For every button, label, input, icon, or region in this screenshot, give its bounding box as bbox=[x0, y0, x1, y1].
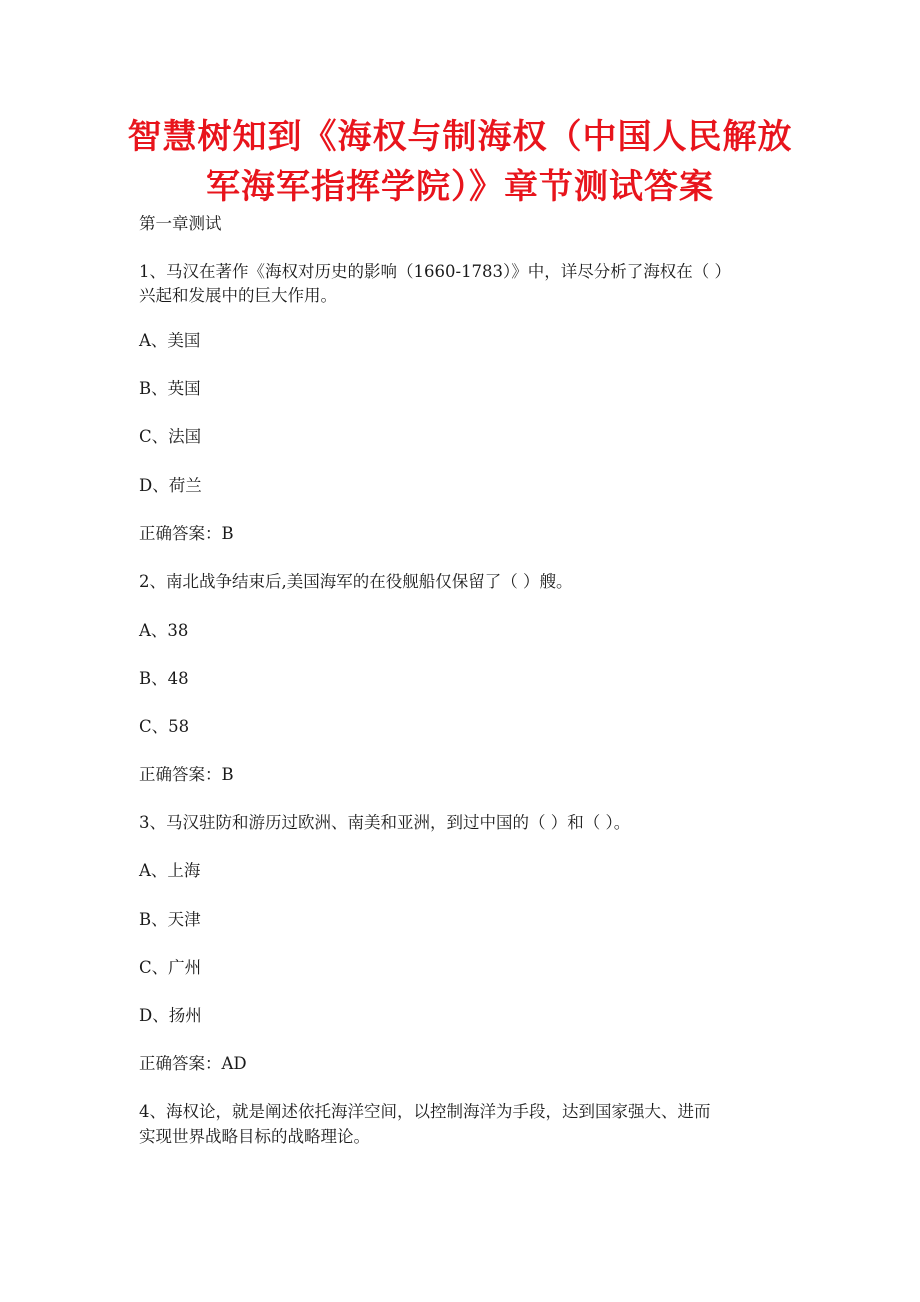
question-2-option-a: A、38 bbox=[139, 621, 189, 640]
question-3-option-b: B、天津 bbox=[139, 910, 201, 929]
question-3-option-c: C、广州 bbox=[139, 958, 202, 977]
question-1-option-b: B、英国 bbox=[139, 379, 201, 398]
question-1-option-c: C、法国 bbox=[139, 427, 202, 446]
question-2-stem: 2、南北战争结束后,美国海军的在役舰船仅保留了（ ）艘。 bbox=[139, 572, 573, 591]
question-3-stem: 3、马汉驻防和游历过欧洲、南美和亚洲，到过中国的（ ）和（ ）。 bbox=[139, 813, 631, 832]
question-3-answer: 正确答案：AD bbox=[139, 1054, 247, 1073]
question-1-option-a: A、美国 bbox=[139, 331, 201, 350]
question-4-stem-line-1: 4、海权论，就是阐述依托海洋空间，以控制海洋为手段，达到国家强大、进而 bbox=[139, 1102, 711, 1121]
question-1-option-d: D、荷兰 bbox=[139, 476, 202, 495]
question-2-option-c: C、58 bbox=[139, 717, 190, 736]
question-1-answer: 正确答案：B bbox=[139, 524, 234, 543]
question-3-option-d: D、扬州 bbox=[139, 1006, 202, 1025]
document-title: 智慧树知到《海权与制海权（中国人民解放军海军指挥学院）》章节测试答案 bbox=[127, 117, 793, 207]
question-2-answer: 正确答案：B bbox=[139, 765, 234, 784]
question-4-stem-line-2: 实现世界战略目标的战略理论。 bbox=[139, 1127, 370, 1146]
question-1-stem-line-2: 兴起和发展中的巨大作用。 bbox=[139, 286, 337, 305]
question-2-option-b: B、48 bbox=[139, 669, 189, 688]
question-1-stem-line-1: 1、马汉在著作《海权对历史的影响（1660-1783）》中，详尽分析了海权在（ ） bbox=[139, 262, 732, 281]
chapter-heading: 第一章测试 bbox=[139, 214, 222, 233]
question-3-option-a: A、上海 bbox=[139, 861, 201, 880]
